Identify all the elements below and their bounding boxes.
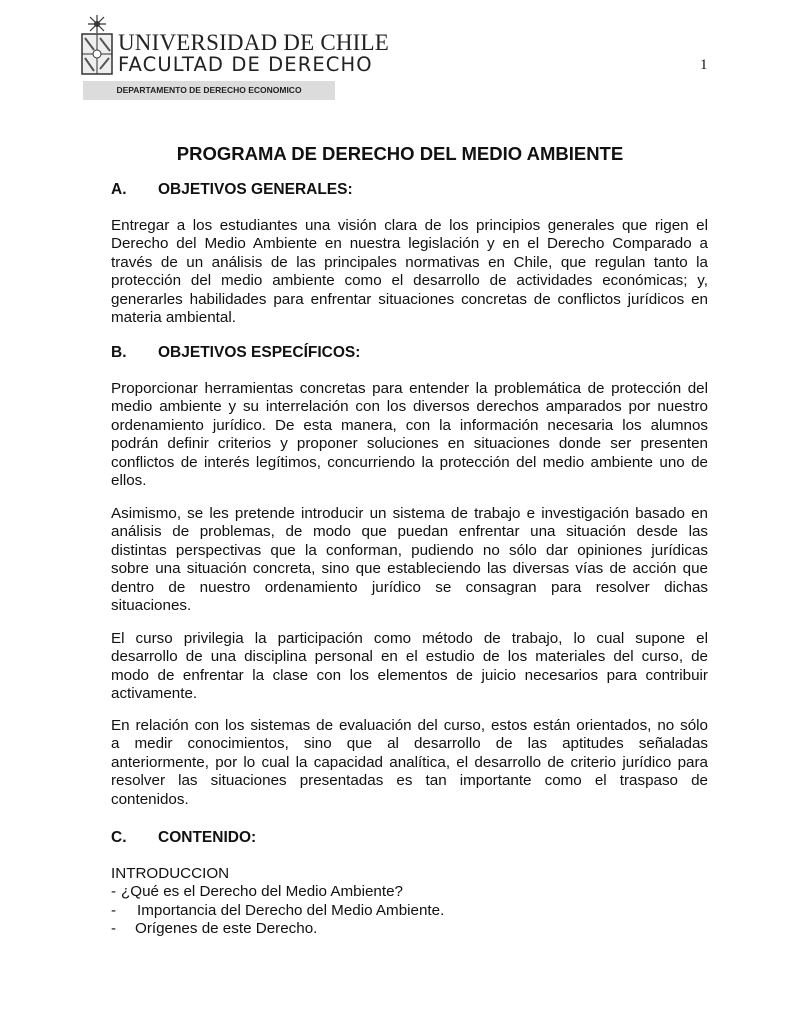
subheading-introduccion: INTRODUCCION: [111, 865, 230, 882]
paragraph: [111, 505, 708, 615]
section-letter: C.: [111, 829, 127, 846]
list-item-text: Orígenes de este Derecho.: [135, 920, 318, 938]
paragraph-line: ellos.: [111, 472, 147, 490]
list-dash: -: [111, 920, 117, 938]
section-heading-b: [111, 344, 360, 362]
list-item: [111, 901, 445, 920]
paragraph-line: sobre una situación concreta, sino que estableciendo las diversas vías de acción que: [111, 560, 708, 578]
section-heading-c: [111, 829, 256, 847]
paragraph: [111, 217, 708, 327]
paragraph: [111, 380, 708, 490]
paragraph: [111, 717, 708, 809]
paragraph-line: resolver las situaciones presentadas es tan importante como el traspaso de: [111, 772, 708, 790]
list-dash: -: [111, 883, 117, 901]
paragraph-line: análisis de problemas, de modo que puedan enfrentar una situación desde las: [111, 523, 708, 541]
document-title: PROGRAMA DE DERECHO DEL MEDIO AMBIENTE: [176, 143, 624, 164]
section-heading-a: [111, 181, 353, 199]
paragraph-line: anteriormente, por lo cual la capacidad analítica, el desarrollo de criterio jurídico para: [111, 753, 708, 771]
paragraph-line: protección del medio ambiente como el desarrollo de actividades económicas; y,: [111, 272, 708, 290]
paragraph-line: desarrollo de una disciplina personal en el estudio de los materiales del curso, de: [111, 648, 708, 666]
paragraph-line: modo de enfrentar la clase con los elementos de juicio necesarios para contribuir: [111, 666, 708, 684]
section-title: OBJETIVOS GENERALES:: [158, 181, 353, 198]
list-item: [111, 920, 318, 938]
contenido-list: [111, 865, 445, 939]
paragraph-line: activamente.: [111, 685, 198, 703]
paragraph-line: materia ambiental.: [111, 309, 236, 327]
paragraph-line: podrán definir criterios y proponer soluciones en situaciones donde ser presenten: [111, 435, 708, 453]
paragraph-line: través de un análisis de las principales normativas en Chile, que regulan tanto la: [111, 253, 708, 271]
paragraph-line: a medir conocimientos, sino que al desarrollo de las aptitudes señaladas: [111, 735, 708, 753]
paragraph-line: distintas perspectivas que la conforman, pudiendo no sólo dar opiniones jurídicas: [111, 541, 708, 559]
page-number: 1: [700, 57, 708, 73]
section-title: CONTENIDO:: [158, 829, 257, 846]
paragraph-line: medio ambiente y su interrelación con los diversos derechos amparados por nuestro: [111, 398, 708, 416]
paragraph-line: situaciones.: [111, 597, 192, 615]
list-item-text: Importancia del Derecho del Medio Ambiente.: [137, 901, 445, 919]
university-name: UNIVERSIDAD DE CHILE: [118, 30, 390, 55]
paragraph-line: Proporcionar herramientas concretas para entender la problemática de protección del: [111, 380, 708, 397]
section-letter: A.: [111, 181, 127, 198]
department-banner: DEPARTAMENTO DE DERECHO ECONOMICO: [83, 81, 335, 100]
paragraph-line: ordenamiento jurídico. De esta manera, con la información necesaria los alumnos: [111, 416, 708, 434]
paragraph-line: Derecho del Medio Ambiente en nuestra legislación y en el Derecho Comparado a: [111, 235, 708, 253]
section-letter: B.: [111, 344, 127, 361]
list-item-text: ¿Qué es el Derecho del Medio Ambiente?: [121, 883, 403, 901]
university-crest-logo: [80, 14, 114, 76]
paragraph-line: conflictos de interés legítimos, concurriendo la protección del medio ambiente uno de: [111, 453, 708, 471]
paragraph-line: generarles habilidades para enfrentar situaciones concretas de conflictos jurídicos en: [111, 290, 708, 308]
section-title: OBJETIVOS ESPECÍFICOS:: [158, 344, 361, 361]
paragraph-line: dentro de nuestro ordenamiento jurídico se consagran para resolver dichas: [111, 578, 708, 596]
list-item: [111, 883, 403, 901]
paragraph-line: El curso privilegia la participación como método de trabajo, lo cual supone el: [111, 630, 708, 647]
paragraph-line: Entregar a los estudiantes una visión clara de los principios generales que rigen el: [111, 217, 708, 234]
list-dash: -: [111, 901, 117, 919]
paragraph-line: contenidos.: [111, 790, 189, 808]
paragraph: [111, 630, 708, 704]
paragraph-line: En relación con los sistemas de evaluación del curso, estos están orientados, no sólo: [111, 717, 708, 734]
paragraph-line: Asimismo, se les pretende introducir un sistema de trabajo e investigación basado en: [111, 505, 708, 522]
faculty-name: FACULTAD DE DERECHO: [118, 53, 373, 76]
